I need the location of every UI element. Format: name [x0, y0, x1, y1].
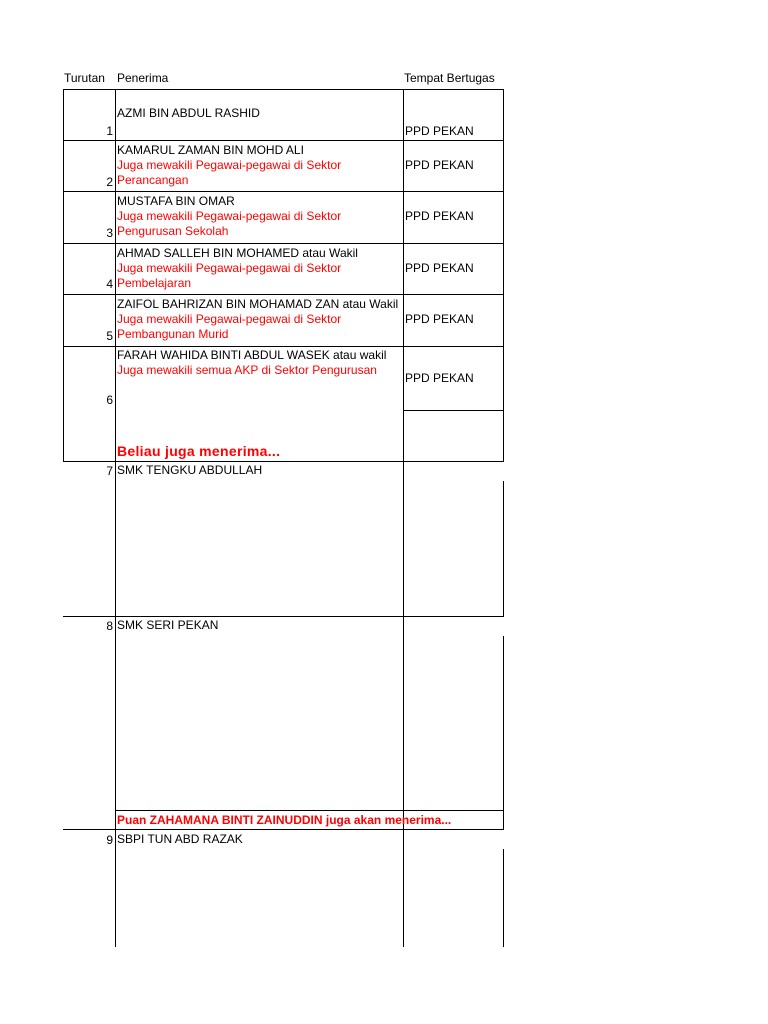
recipient-note: Juga mewakili Pegawai-pegawai di Sektor: [117, 312, 342, 326]
recipient-note-2: Perancangan: [117, 173, 189, 187]
recipient-name: AZMI BIN ABDUL RASHID: [117, 106, 260, 120]
header-penerima: Penerima: [117, 71, 169, 85]
recipient-note-2: Pembangunan Murid: [117, 327, 229, 341]
header-tempat-bertugas: Tempat Bertugas: [404, 71, 495, 85]
recipient-name: FARAH WAHIDA BINTI ABDUL WASEK atau wakil: [117, 348, 387, 362]
recipient-note-2: Pembelajaran: [117, 276, 192, 290]
recipient-name: MUSTAFA BIN OMAR: [117, 194, 235, 208]
workplace: PPD PEKAN: [405, 158, 474, 172]
recipient-name: SMK TENGKU ABDULLAH: [117, 463, 263, 477]
row-number: 2: [106, 175, 113, 189]
row-number: 6: [106, 393, 113, 407]
recipient-note: Juga mewakili Pegawai-pegawai di Sektor: [117, 209, 342, 223]
row-number: 3: [106, 226, 113, 240]
row-number: 9: [106, 833, 113, 847]
beliau-note: Beliau juga menerima...: [117, 443, 281, 459]
recipient-name: SBPI TUN ABD RAZAK: [117, 832, 243, 846]
workplace: PPD PEKAN: [405, 261, 474, 275]
recipient-name: SMK SERI PEKAN: [117, 618, 219, 632]
workplace: PPD PEKAN: [405, 371, 474, 385]
recipient-note: Juga mewakili Pegawai-pegawai di Sektor: [117, 261, 342, 275]
recipient-name: AHMAD SALLEH BIN MOHAMED atau Wakil: [117, 246, 358, 260]
recipient-note: Juga mewakili semua AKP di Sektor Pengurusan: [117, 363, 377, 377]
row-number: 1: [106, 124, 113, 138]
recipient-note-2: Pengurusan Sekolah: [117, 224, 229, 238]
row-number: 5: [106, 329, 113, 343]
recipient-name: ZAIFOL BAHRIZAN BIN MOHAMAD ZAN atau Wakil: [117, 297, 399, 311]
row-number: 8: [106, 619, 113, 633]
workplace: PPD PEKAN: [405, 124, 474, 138]
workplace: PPD PEKAN: [405, 209, 474, 223]
workplace: PPD PEKAN: [405, 312, 474, 326]
header-turutan: Turutan: [64, 71, 105, 85]
puan-note: Puan ZAHAMANA BINTI ZAINUDDIN juga akan menerima...: [117, 813, 452, 827]
row-number: 7: [106, 464, 113, 478]
recipient-note: Juga mewakili Pegawai-pegawai di Sektor: [117, 158, 342, 172]
row-number: 4: [106, 277, 113, 291]
recipient-name: KAMARUL ZAMAN BIN MOHD ALI: [117, 143, 304, 157]
